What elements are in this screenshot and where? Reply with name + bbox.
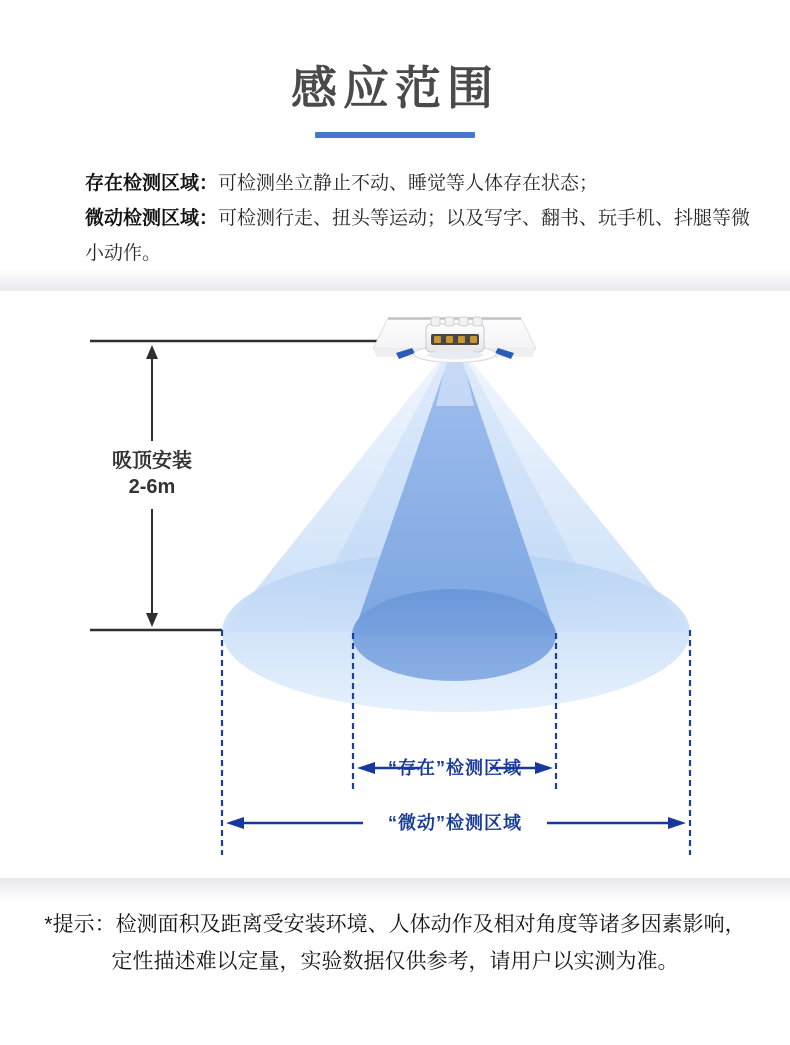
ceiling-sensor-illustration xyxy=(373,317,536,363)
presence-floor-pool xyxy=(352,589,556,681)
detection-range-diagram xyxy=(0,291,790,878)
title-block xyxy=(0,58,790,138)
presence-zone-text: 可检测坐立静止不动、睡觉等人体存在状态； xyxy=(218,173,599,194)
micro-motion-zone-description xyxy=(85,201,760,271)
presence-zone-label: “存在”检测区域 xyxy=(388,758,522,778)
title-underline xyxy=(315,132,475,138)
page-title: 感应范围 xyxy=(291,62,499,114)
micro-motion-zone-text: 可检测行走、扭头等运动；以及写字、翻书、玩手机、抖腿等微小动作。 xyxy=(85,208,751,264)
footnote-line-1: *提示：检测面积及距离受安装环境、人体动作及相对角度等诸多因素影响， xyxy=(44,913,746,936)
mount-height-value: 2-6m xyxy=(128,476,176,498)
diagram-canvas xyxy=(0,291,790,878)
section-divider-top xyxy=(0,269,790,291)
micro-motion-zone-label: “微动”检测区域 xyxy=(388,813,522,833)
mount-height-label xyxy=(77,448,227,500)
presence-zone-term: 存在检测区域： xyxy=(85,173,219,194)
mount-height-label-text: 吸顶安装 xyxy=(112,450,192,472)
section-divider-bottom xyxy=(0,878,790,902)
presence-zone-description xyxy=(85,166,760,201)
footnote xyxy=(0,906,790,980)
footnote-line-2: 定性描述难以定量，实验数据仅供参考，请用户以实测为准。 xyxy=(111,950,679,973)
micro-motion-zone-term: 微动检测区域： xyxy=(85,208,219,229)
